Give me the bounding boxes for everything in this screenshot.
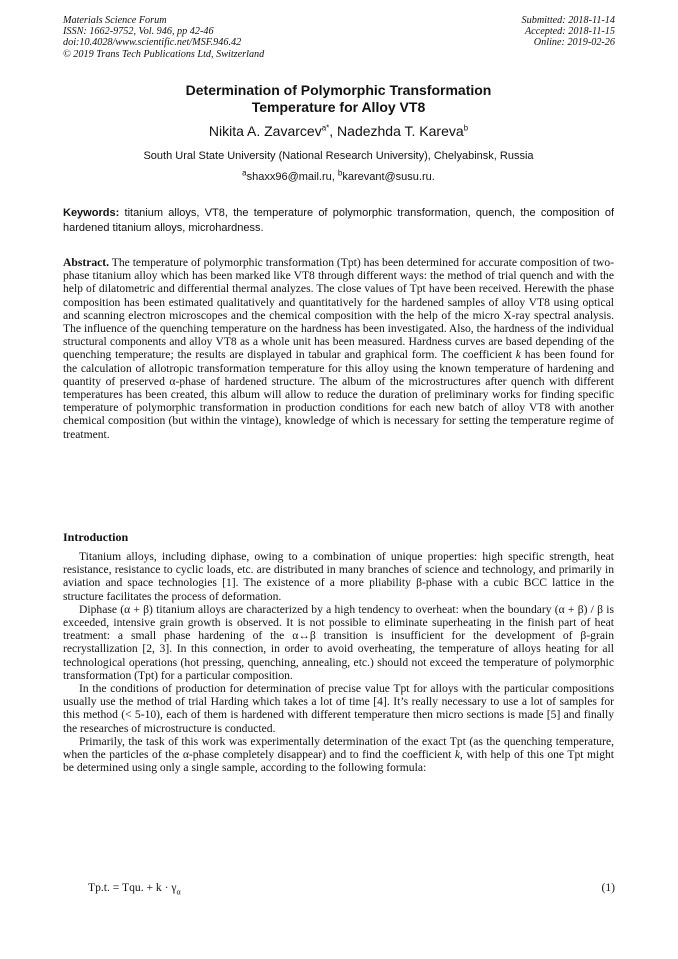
author-emails <box>63 170 614 184</box>
abstract-k: k <box>515 348 521 362</box>
intro-paragraph-3: In the conditions of production for determination of precise value Tpt for alloys with the particular compositions usually use the method of trial Harding which takes a lot of time [4]. It’s really necessary to use a lot of samples for this method (< 5-10), each of them is hardened with different temperature then micro sections is made [5] and finally the researches of microstructure is conducted. <box>63 682 614 735</box>
journal-name: Materials Science Forum <box>63 15 167 26</box>
title-line-2: Temperature for Alloy VT8 <box>251 99 426 115</box>
accepted-date: Accepted: 2018-11-15 <box>524 26 615 38</box>
introduction-heading: Introduction <box>63 530 129 544</box>
email-b-marker: b <box>337 168 343 178</box>
formula-expression: Tp.t. = Tqu. + k · γ <box>88 881 177 894</box>
journal-info <box>63 15 264 60</box>
abstract-text-1: The temperature of polymorphic transformation (Tpt) has been determined for accurate composition of two-phase titanium alloy which has been marked like VT8 through different ways: the method of trial quench and with the help of dilatometric and differential thermal analyzes. The close values of Tpt have been received. Herewith the phase composition has been estimated qualitatively and quantitatively for the hardened samples of alloy VT8 using optical and scanning electron microscopes and the chemical composition with the help of the micro X-ray spectral analysis. The influence of the quenching temperature on the hardness has been investigated. Also, the hardness of the individual structural components and alloy VT8 as a whole unit has been measured. Hardness curves are based depending of the quenching temperature; the results are displayed in tabular and graphical form. The coefficient <box>63 256 614 362</box>
publication-dates <box>522 15 615 49</box>
authors <box>63 123 614 139</box>
submitted-date: Submitted: 2018-11-14 <box>521 15 615 26</box>
formula-number: (1) <box>601 881 615 894</box>
abstract-text-2: has been found for the calculation of allotropic transformation temperature for this alloy using the known temperature of hardening and quantity of preserved α-phase of hardened structure. The album of the microstructures after quench with different temperatures has been created, this album will allow to reduce the duration of preliminary works for finding specific temperature of polymorphic transformation in production conditions for each new batch of alloy VT8 with another chemical composition (but within the vintage), knowledge of which is necessary for setting the temperature regime of treatment. <box>63 348 614 441</box>
keywords <box>63 206 614 235</box>
title-line-1: Determination of Polymorphic Transformation <box>185 82 492 98</box>
intro-paragraph-1: Titanium alloys, including diphase, owing to a combination of unique properties: high specific strength, heat resistance, resistance to cyclic loads, etc. are distributed in many branches of science and technology, and primarily in aviation and space technologies [1]. The existence of a more pliability β-phase with a cubic BCC lattice in the structure facilitates the process of deformation. <box>63 550 614 603</box>
author-1-marker: a* <box>321 123 330 133</box>
affiliation: South Ural State University (National Research University), Chelyabinsk, Russia <box>143 150 534 162</box>
intro-paragraph-4 <box>63 735 614 775</box>
abstract <box>63 256 614 441</box>
email-a-marker: a <box>242 168 247 178</box>
formula <box>88 881 181 895</box>
abstract-label: Abstract. <box>63 256 110 269</box>
author-1: Nikita A. Zavarcev <box>208 123 322 139</box>
copyright: © 2019 Trans Tech Publications Ltd, Switzerland <box>63 48 265 60</box>
online-date: Online: 2019-02-26 <box>533 37 615 49</box>
author-2: Nadezhda T. Kareva <box>337 123 464 139</box>
author-separator: , <box>329 123 338 139</box>
keywords-text: titanium alloys, VT8, the temperature of polymorphic transformation, quench, the composition of hardened titanium alloys, microhardness. <box>63 207 614 234</box>
issn: ISSN: 1662-9752, Vol. 946, pp 42-46 <box>63 26 214 38</box>
email-b: karevant@susu.ru. <box>342 171 435 183</box>
email-a: shaxx96@mail.ru, <box>246 171 338 183</box>
author-2-marker: b <box>463 123 469 133</box>
doi: doi:10.4028/www.scientific.net/MSF.946.42 <box>63 37 242 49</box>
intro-paragraph-2: Diphase (α + β) titanium alloys are characterized by a high tendency to overheat: when the boundary (α + β) / β is exceeded, intensive grain growth is observed. It is not possible to eliminate superheating in the finish part of heat treatment: a small phase hardening of the α↔β transition is insufficient for the development of β-grain recrystallization [2, 3]. In this connection, in order to avoid overheating, the temperature of alloys heating for all technological operations (hot pressing, quenching, annealing, etc.) should not exceed the temperature of polymorphic transformation (Tpt) for a particular composition. <box>63 602 614 682</box>
formula-subscript: α <box>176 887 181 897</box>
keywords-label: Keywords: <box>63 207 120 219</box>
intro-p4-k: k <box>454 748 460 762</box>
paper-title <box>63 82 614 116</box>
introduction-body <box>63 550 614 774</box>
intro-p4-text-2: , with help of this one Tpt might be determined using only a single sample, according to the following formula: <box>63 748 615 775</box>
intro-p4-text-1: Primarily, the task of this work was experimentally determination of the exact Tpt (as the quenching temperature, when the particles of the α-phase completely disappear) and to find the coefficient <box>63 734 614 762</box>
